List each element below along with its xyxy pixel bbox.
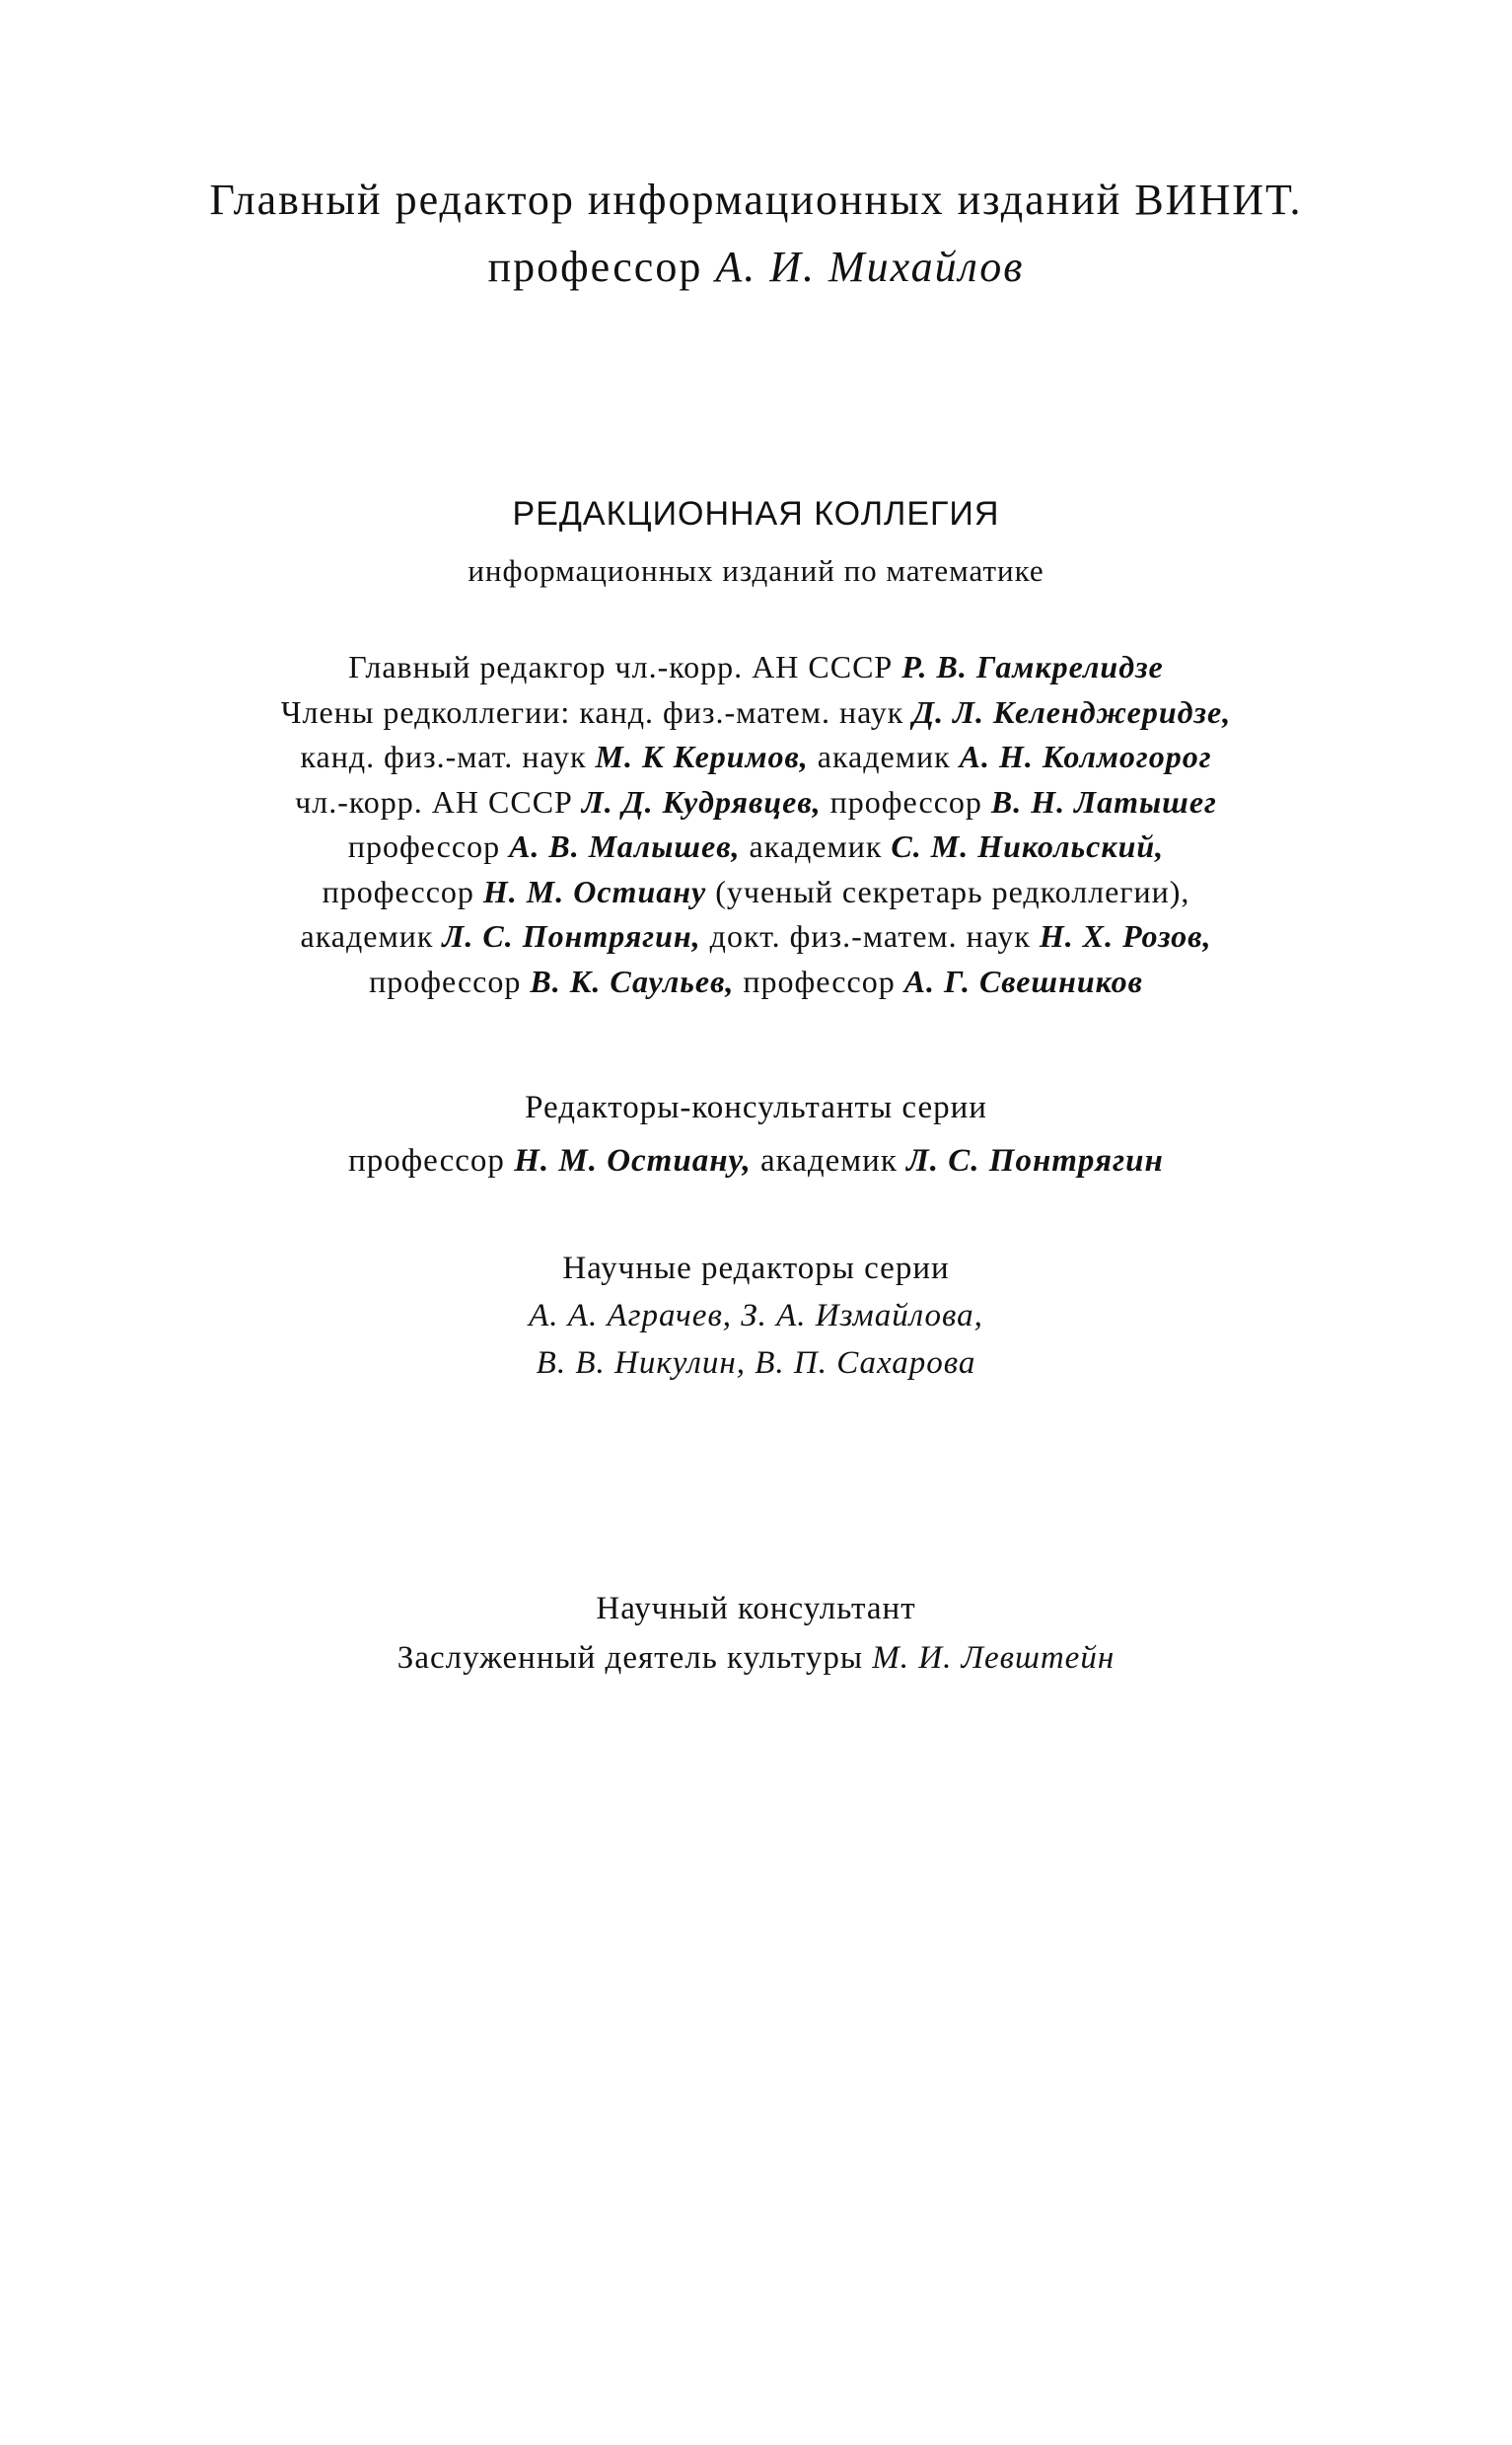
text-segment: профессор — [347, 828, 501, 864]
person-name: В. Н. Латышег — [990, 783, 1217, 820]
members-line — [0, 690, 1512, 736]
person-name: М. И. Левштейн — [872, 1640, 1116, 1676]
text-segment: Заслуженный деятель культуры — [396, 1640, 864, 1676]
members-line — [0, 735, 1512, 780]
person-name: Л. С. Понтрягин — [906, 1143, 1164, 1179]
chief-editor-name-line — [0, 237, 1512, 298]
person-name: Н. Х. Розов, — [1039, 918, 1212, 954]
scientific-editors-names: А. А. Аграчев, З. А. Измайлова, — [529, 1298, 983, 1333]
chief-editor-name: А. И. Михайлов — [715, 243, 1025, 291]
text-segment: Члены редколлегии: канд. физ.-матем. наук — [280, 693, 904, 730]
members-line — [0, 960, 1512, 1005]
members-line — [0, 645, 1512, 690]
person-name: Л. Д. Кудрявцев, — [581, 783, 822, 820]
person-name: Н. М. Остиану, — [514, 1143, 752, 1179]
members-line — [0, 825, 1512, 870]
chief-editor-title: профессор — [487, 243, 703, 291]
board-subtitle: информационных изданий по математике — [468, 553, 1044, 588]
person-name: А. Н. Колмогорог — [959, 739, 1212, 774]
scientific-consultant-name-line — [0, 1633, 1512, 1683]
members-line — [0, 914, 1512, 960]
text-segment: профессор — [322, 873, 474, 909]
text-segment: профессор — [369, 963, 522, 999]
person-name: М. К Керимов, — [595, 739, 809, 774]
text-segment: профессор — [743, 963, 896, 999]
chief-editor-block — [0, 170, 1512, 298]
consulting-editors-names — [0, 1134, 1512, 1187]
members-line — [0, 780, 1512, 826]
person-name: С. М. Никольский, — [891, 828, 1165, 864]
board-members-block — [0, 645, 1512, 1004]
person-name: Д. Л. Келенджеридзе, — [912, 693, 1232, 730]
text-segment: профессор — [829, 783, 982, 820]
text-segment: докт. физ.-матем. наук — [709, 918, 1031, 954]
person-name: Н. М. Остиану — [482, 873, 707, 909]
text-segment: чл.-корр. АН СССР — [295, 783, 573, 820]
text-segment: (ученый секретарь редколлегии), — [715, 873, 1190, 909]
scientific-consultant-title: Научный консультант — [596, 1591, 916, 1626]
editorial-board-heading — [0, 487, 1512, 596]
text-segment: академик — [300, 918, 434, 954]
scientific-editors-title: Научные редакторы серии — [562, 1251, 950, 1286]
text-segment: академик — [817, 739, 951, 774]
members-line — [0, 870, 1512, 915]
scientific-editors-block — [0, 1245, 1512, 1387]
text-segment: академик — [749, 828, 883, 864]
board-title: РЕДАКЦИОННАЯ КОЛЛЕГИЯ — [512, 495, 1000, 533]
consulting-editors-title: Редакторы-консультанты серии — [525, 1090, 987, 1125]
text-segment: канд. физ.-мат. наук — [300, 739, 587, 774]
text-segment: профессор — [348, 1143, 505, 1179]
person-name: А. Г. Свешников — [903, 963, 1143, 999]
person-name: А. В. Малышев, — [509, 828, 741, 864]
person-name: Р. В. Гамкрелидзе — [901, 649, 1164, 684]
person-name: В. К. Саульев, — [530, 963, 735, 999]
scientific-editors-names: В. В. Никулин, В. П. Сахарова — [536, 1345, 976, 1381]
scientific-consultant-block — [0, 1584, 1512, 1683]
text-segment: Главный редакгор чл.-корр. АН СССР — [348, 649, 894, 684]
text-segment: академик — [760, 1143, 898, 1179]
chief-editor-line: Главный редактор информационных изданий ВИНИТ. — [209, 176, 1303, 224]
consulting-editors-block — [0, 1081, 1512, 1187]
person-name: Л. С. Понтрягин, — [442, 918, 701, 954]
